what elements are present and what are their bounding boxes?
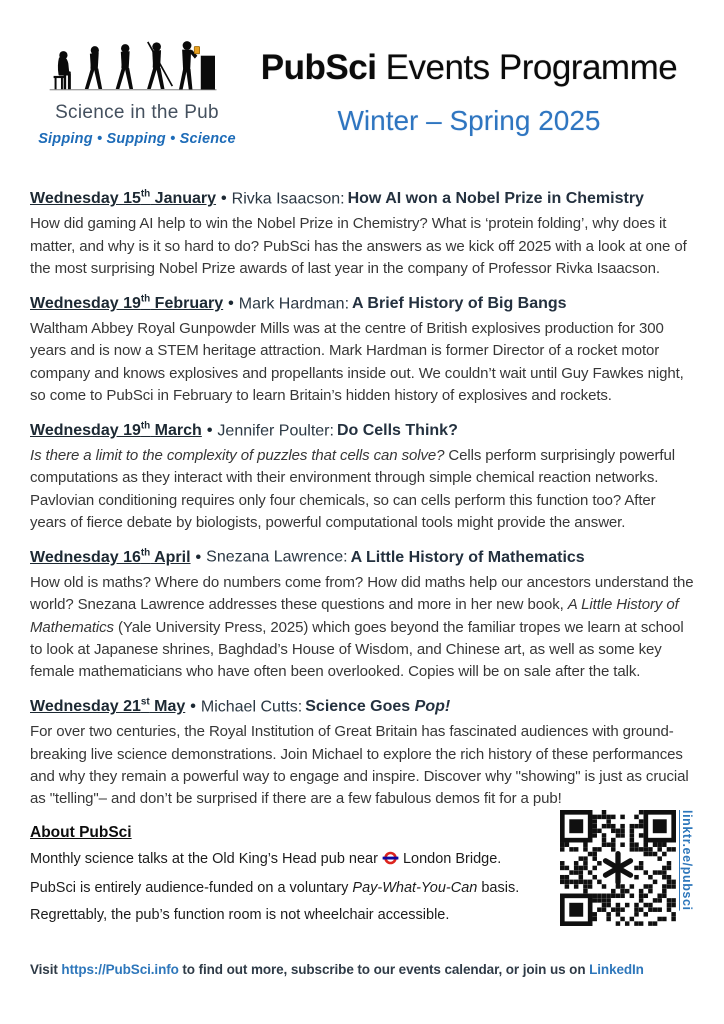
footer: Visit https://PubSci.info to find out more, subscribe to our events calendar, or join us on LinkedIn: [30, 961, 644, 977]
qr-code-icon: [560, 810, 676, 926]
page-title: [244, 48, 694, 88]
brand-tagline: Sipping • Supping • Science: [38, 131, 236, 147]
event-heading: [30, 547, 694, 566]
evolution-to-pub-icon: [30, 40, 244, 92]
event-description: Is there a limit to the complexity of puzzles that cells can solve? Cells perform surprisingly powerful computations as they interact with their environment through simple chemical reaction networks. Pavlovian conditioning requires only four chemicals, so can cells perform this function too? After years of fierce debate by biologists, powerful computational tools might provide the answer.: [30, 446, 675, 532]
event-description: For over two centuries, the Royal Institution of Great Britain has fascinated audiences with ground-breaking live science demonstrations. Join Michael to explore the rich history of these performances and why they remain a powerful way to engage and inspire. Discover why "showing" is just as crucial as "telling"– and don’t be surprised if there are a few fabulous demos fit for a pub!: [30, 723, 689, 808]
event-item-february: [30, 294, 694, 408]
event-date: Wednesday 16th April: [30, 547, 191, 566]
date-ordinal: th: [140, 293, 151, 305]
event-item-may: [30, 697, 694, 811]
event-title: Science Goes Pop!: [305, 698, 451, 716]
brand-name: Science in the Pub: [55, 102, 219, 123]
event-speaker: Michael Cutts:: [200, 698, 303, 716]
header: [30, 0, 694, 147]
london-underground-roundel-icon: [382, 851, 399, 869]
event-item-march: [30, 421, 694, 535]
title-block: [244, 40, 694, 147]
event-heading: [30, 189, 694, 208]
bullet-separator: •: [195, 548, 202, 566]
events-list: [30, 189, 694, 811]
bullet-separator: •: [190, 698, 196, 716]
brand-block: [30, 40, 244, 147]
about-line-funding: PubSci is entirely audience-funded on a voluntary Pay-What-You-Can basis.: [30, 879, 520, 896]
event-date: Wednesday 19th March: [30, 420, 202, 439]
about-heading: About PubSci: [30, 823, 132, 841]
event-heading: [30, 421, 694, 440]
event-speaker: Rivka Isaacson:: [231, 190, 345, 208]
event-title: A Little History of Mathematics: [350, 548, 585, 566]
pubsci-website-link[interactable]: https://PubSci.info: [61, 961, 179, 977]
linkedin-link[interactable]: LinkedIn: [589, 961, 644, 977]
event-date: Wednesday 15th January: [30, 189, 217, 208]
event-speaker: Mark Hardman:: [238, 294, 350, 312]
event-title: A Brief History of Big Bangs: [352, 294, 567, 312]
event-description: How did gaming AI help to win the Nobel Prize in Chemistry? What is ‘protein folding’, why does it matter, and why is it so hard to do? PubSci has the answers as we kick off 2025 with a look at one of the most surprising Nobel Prize awards of last year in the company of Professor Rivka Isaacson.: [30, 215, 687, 278]
event-heading: [30, 294, 694, 313]
page-title-bold: PubSci: [260, 48, 377, 87]
date-ordinal: st: [140, 696, 150, 708]
date-ordinal: th: [140, 189, 151, 200]
page-subtitle: Winter – Spring 2025: [337, 105, 601, 136]
event-date: Wednesday 19th February: [30, 293, 224, 312]
event-title: Do Cells Think?: [336, 421, 458, 439]
event-speaker: Snezana Lawrence:: [206, 548, 348, 566]
event-description: Waltham Abbey Royal Gunpowder Mills was at the centre of British explosives production for 300 years and is now a STEM heritage attraction. Mark Hardman is former Director of a rocket motor company and knows explosives and propellants inside out. We couldn’t wait until Guy Fawkes night, so come to PubSci in February to learn Britain’s hidden history of explosives and rockets.: [30, 319, 684, 405]
about-line-accessibility: Regrettably, the pub’s function room is not wheelchair accessible.: [30, 906, 450, 923]
event-item-january: [30, 189, 694, 281]
event-item-april: [30, 547, 694, 683]
date-ordinal: th: [140, 547, 151, 559]
event-speaker: Jennifer Poulter:: [217, 421, 334, 439]
event-date: Wednesday 21st May: [30, 696, 186, 716]
date-ordinal: th: [140, 420, 151, 432]
about-line-location: Monthly science talks at the Old King’s Head pub near London Bridge.: [30, 850, 502, 867]
bullet-separator: •: [221, 190, 227, 208]
page-title-rest: Events Programme: [376, 48, 678, 87]
event-description: How old is maths? Where do numbers come from? How did maths help our ancestors understand the world? Snezana Lawrence addresses these questions and more in her new book, A Little History of Mathematics (Yale University Press, 2025) which goes beyond the familiar tropes we learn at school to look at Japanese shrines, Baghdad’s House of Wisdom, and Chinese art, as well as some key female mathematicians who have often been overlooked. Copies will be on sale after the talk.: [30, 573, 694, 681]
event-heading: [30, 697, 694, 716]
bullet-separator: •: [206, 421, 213, 439]
about-section: [30, 809, 694, 946]
qr-link-label[interactable]: linktr.ee/pubsci: [680, 809, 694, 911]
event-title: How AI won a Nobel Prize in Chemistry: [347, 190, 644, 208]
bullet-separator: •: [228, 294, 234, 312]
qr-block: [560, 810, 694, 926]
